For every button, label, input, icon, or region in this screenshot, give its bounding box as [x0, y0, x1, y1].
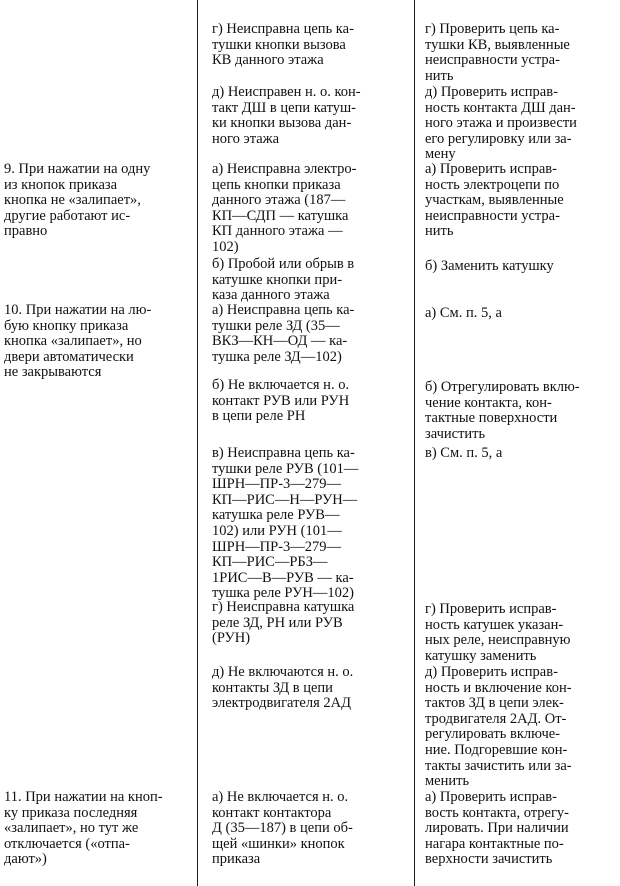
cause-cell: б) Пробой или обрыв в катушке кнопки при- каза данного этажа [212, 256, 355, 304]
cause-cell: б) Не включается н. о. контакт РУВ или РУН в цепи реле РН [212, 377, 350, 425]
remedy-cell: а) См. п. 5, а [425, 305, 502, 321]
cause-cell: д) Неисправен н. о. кон- такт ДШ в цепи катуш- ки кнопки вызова дан- ного этажа [212, 84, 361, 147]
problem-cell: 11. При нажатии на кноп- ку приказа последняя «залипает», но тут же отключается («отпа- дают») [4, 789, 163, 868]
remedy-cell: б) Заменить катушку [425, 258, 554, 274]
remedy-cell: в) См. п. 5, а [425, 445, 503, 461]
remedy-cell: г) Проверить исправ- ность катушек указан- ных реле, неисправную катушку заменить [425, 601, 571, 664]
remedy-cell: г) Проверить цепь ка- тушки КВ, выявленные неисправности устра- нить [425, 21, 570, 84]
remedy-cell: д) Проверить исправ- ность и включение кон- тактов ЗД в цепи элек- тродвигателя 2АД. От- регулировать включе- ние. Подгоревшие кон- такты зачистить или за- менить [425, 664, 572, 790]
problem-cell: 9. При нажатии на одну из кнопок приказа кнопка не «залипает», другие работают ис- правно [4, 161, 151, 240]
remedy-cell: б) Отрегулировать вклю- чение контакта, кон- тактные поверхности зачистить [425, 379, 580, 442]
cause-cell: г) Неисправна цепь ка- тушки кнопки вызова КВ данного этажа [212, 21, 354, 69]
cause-cell: а) Неисправна электро- цепь кнопки приказа данного этажа (187— КП—СДП — катушка КП данного этажа — 102) [212, 161, 357, 255]
problem-cell: 10. При нажатии на лю- бую кнопку приказа кнопка «залипает», но двери автоматически не закрываются [4, 302, 152, 381]
cause-cell: г) Неисправна катушка реле ЗД, РН или РУВ (РУН) [212, 599, 355, 647]
remedy-cell: а) Проверить исправ- вость контакта, отрегу- лировать. При наличии нагара контактные по- верхности зачистить [425, 789, 569, 868]
remedy-cell: а) Проверить исправ- ность электроцепи по участкам, выявленные неисправности устра- нить [425, 161, 564, 240]
column-divider-right [414, 0, 415, 886]
cause-cell: в) Неисправна цепь ка- тушки реле РУВ (101— ШРН—ПР-3—279— КП—РИС—Н—РУН— катушка реле РУВ— 102) или РУН (101— ШРН—ПР-3—279— КП—РИС—РБЗ— 1РИС—В—РУВ — ка- тушка реле РУН—102) [212, 445, 359, 602]
column-divider-left [197, 0, 198, 886]
remedy-cell: д) Проверить исправ- ность контакта ДШ дан- ного этажа и произвести его регулировку или за- мену [425, 84, 577, 163]
cause-cell: а) Не включается н. о. контакт контактора Д (35—187) в цепи об- щей «шинки» кнопок приказа [212, 789, 353, 868]
cause-cell: д) Не включаются н. о. контакты ЗД в цепи электродвигателя 2АД [212, 664, 354, 712]
cause-cell: а) Неисправна цепь ка- тушки реле ЗД (35— ВКЗ—КН—ОД — ка- тушка реле ЗД—102) [212, 302, 355, 365]
